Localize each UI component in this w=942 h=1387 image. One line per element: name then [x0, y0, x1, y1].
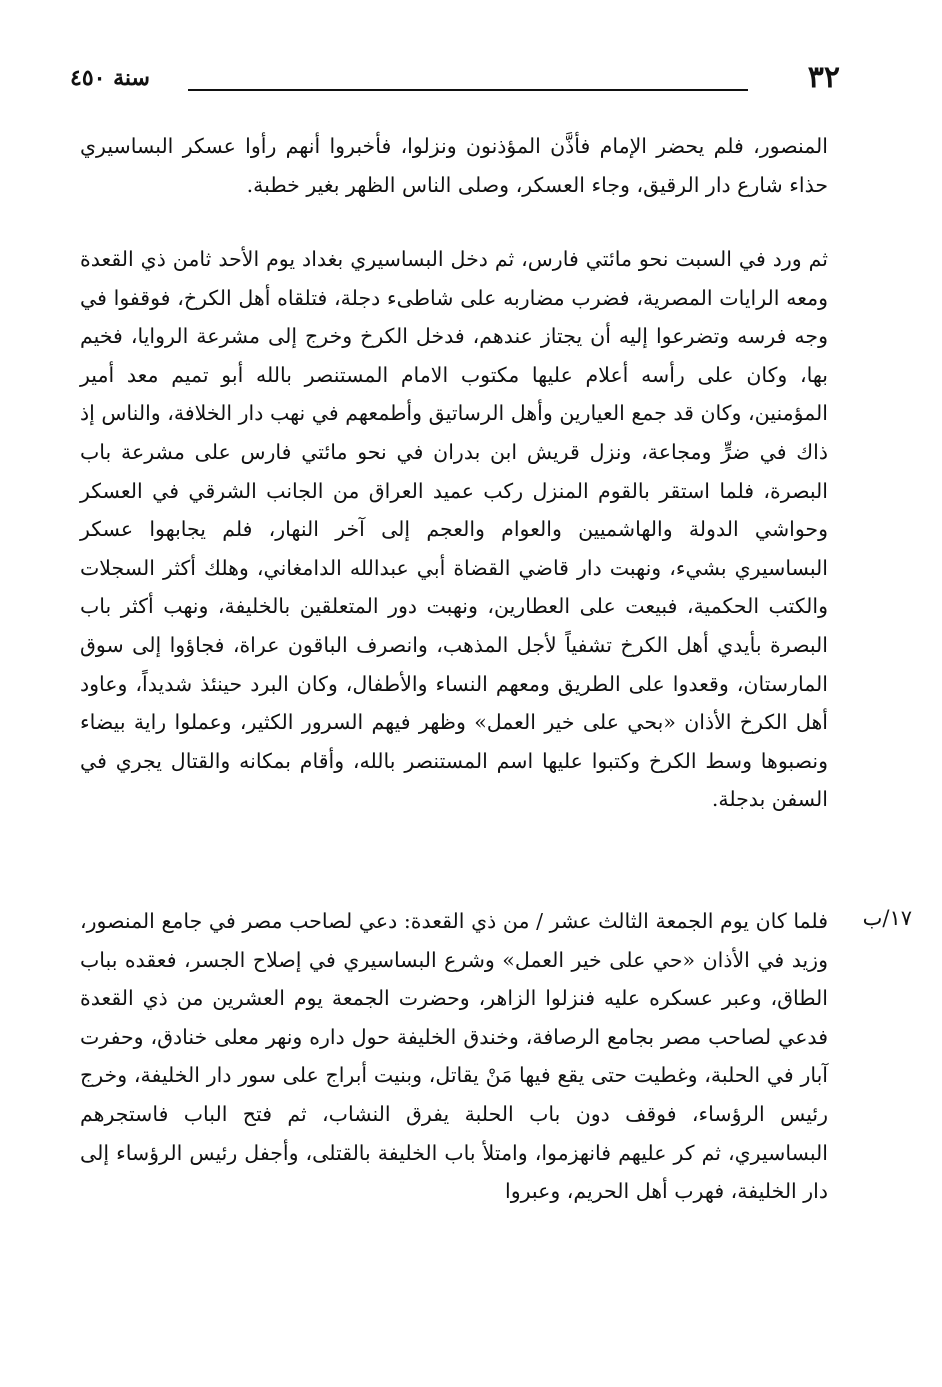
paragraph-2: ثم ورد في السبت نحو مائتي فارس، ثم دخل البساسيري بغداد يوم الأحد ثامن ذي القعدة ومعه الرايات المصرية، فضرب مضاربه على شاطىء دجلة، فتلقاه أهل الكرخ، فوقفوا في وجه فرسه وتضرعوا إليه أن يجتاز عندهم، فدخل الكرخ وخرج إلى مشرعة الروايا، فخيم بها، وكان على رأسه أعلام عليها مكتوب الامام المستنصر بالله أبو تميم معد أمير المؤمنين، وكان قد جمع العيارين وأهل الرساتيق وأطمعهم في نهب دار الخلافة، والناس إذ ذاك في ضرٍّ ومجاعة، ونزل قريش ابن بدران في نحو مائتي فارس على مشرعة باب البصرة، فلما استقر بالقوم المنزل ركب عميد العراق من الجانب الشرقي في العسكر وحواشي الدولة والهاشميين والعوام والعجم إلى آخر النهار، فلم يجابهوا عسكر البساسيري بشيء، ونهبت دار قاضي القضاة أبي عبدالله الدامغاني، وهلك أكثر السجلات والكتب الحكمية، فبيعت على العطارين، ونهبت دور المتعلقين بالخليفة، ونهب أكثر باب البصرة بأيدي أهل الكرخ تشفياً لأجل المذهب، وانصرف الباقون عراة، فجاؤوا إلى سوق المارستان، وقعدوا على الطريق ومعهم النساء والأطفال، وكان البرد حينئذ شديداً، وعاود أهل الكرخ الأذان «بحي على خير العمل» وظهر فيهم السرور الكثير، وعملوا راية بيضاء ونصبوها وسط الكرخ وكتبوا عليها اسم المستنصر بالله، وأقام بمكانه والقتال يجري في السفن بدجلة.	[80, 247, 828, 812]
manuscript-folio-note: ١٧/ب	[862, 906, 912, 930]
paragraph-3: فلما كان يوم الجمعة الثالث عشر / من ذي القعدة: دعي لصاحب مصر في جامع المنصور، وزيد في الأذان «حي على خير العمل» وشرع البساسيري في إصلاح الجسر، فعقده بباب الطاق، وعبر عسكره عليه فنزلوا الزاهر، وحضرت الجمعة يوم العشرين من ذي القعدة فدعي لصاحب مصر بجامع الرصافة، وخندق الخليفة حول داره ونهر معلى خنادق، وحفرت آبار في الحلبة، وغطيت حتى يقع فيها مَنْ يقاتل، وبنيت أبراج على سور دار الخليفة، وخرج رئيس الرؤساء، فوقف دون باب الحلبة يفرق النشاب، ثم فتح الباب فاستجرهم البساسيري، ثم كر عليهم فانهزموا، وامتلأ باب الخليفة بالقتلى، وأجفل رئيس الرؤساء إلى دار الخليفة، فهرب أهل الحريم، وعبروا	[80, 909, 828, 1204]
page-number: ٣٢	[807, 60, 840, 95]
running-head-year: سنة ٤٥٠	[70, 65, 150, 91]
header-rule	[188, 89, 748, 91]
page-header	[70, 58, 840, 98]
paragraph-1: المنصور، فلم يحضر الإمام فأذَّن المؤذنون ونزلوا، فأخبروا أنهم رأوا عسكر البساسيري حذاء شارع دار الرقيق، وجاء العسكر، وصلى الناس الظهر بغير خطبة.	[80, 134, 828, 197]
